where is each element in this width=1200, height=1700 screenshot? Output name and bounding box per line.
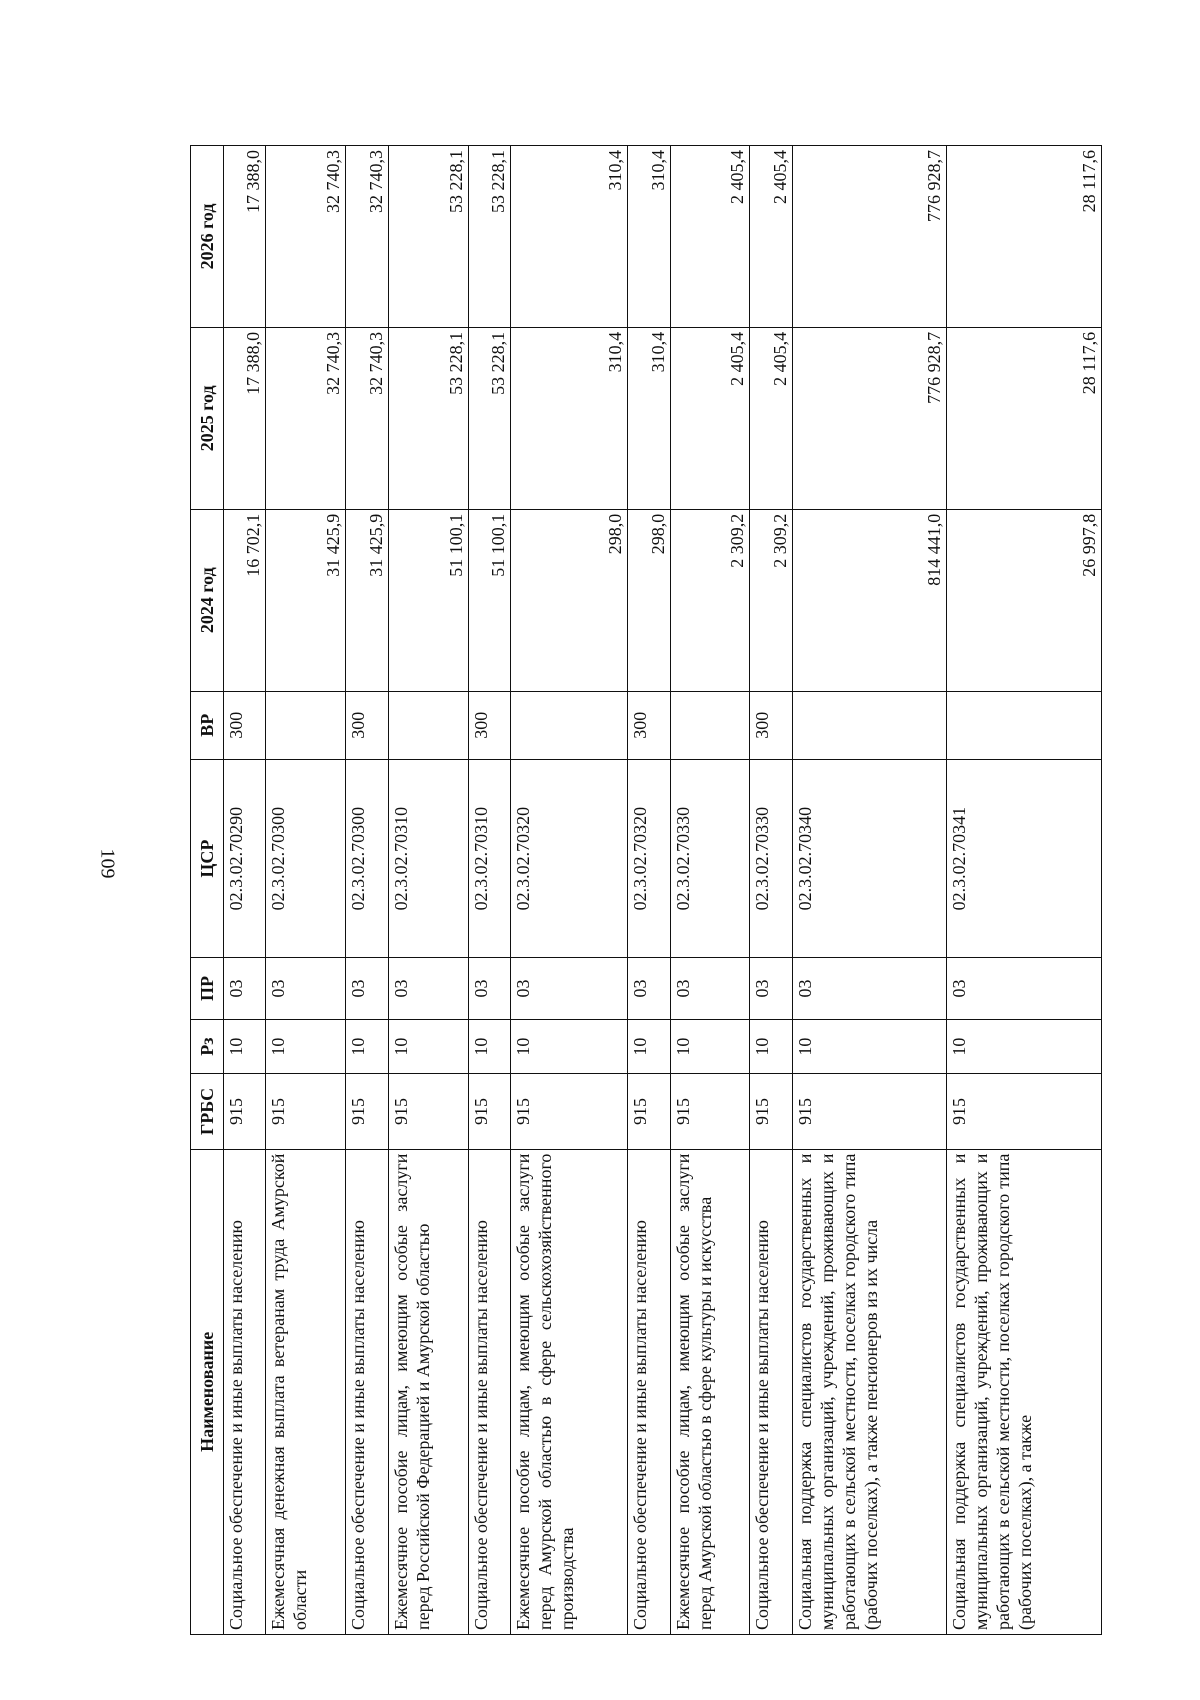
cell-rz: 10: [224, 1019, 266, 1074]
cell-vr: 300: [750, 691, 792, 759]
cell-2025: 28 117,6: [947, 327, 1102, 509]
cell-vr: [792, 691, 947, 759]
cell-vr: 300: [468, 691, 510, 759]
cell-2026: 28 117,6: [947, 146, 1102, 328]
cell-rz: 10: [670, 1019, 750, 1074]
cell-grbs: 915: [266, 1074, 346, 1149]
cell-csr: 02.3.02.70310: [468, 759, 510, 957]
cell-2024: 31 425,9: [346, 509, 388, 691]
cell-2024: 31 425,9: [266, 509, 346, 691]
cell-2024: 51 100,1: [388, 509, 468, 691]
table-row: [468, 146, 510, 1635]
cell-name: Ежемесячное пособие лицам, имеющим особые заслуги перед Российской Федерацией и Амурской областью: [388, 1149, 468, 1634]
header-2024: 2024 год: [191, 509, 224, 691]
cell-grbs: 915: [670, 1074, 750, 1149]
cell-csr: 02.3.02.70341: [947, 759, 1102, 957]
cell-2026: 53 228,1: [468, 146, 510, 328]
cell-2025: 2 405,4: [670, 327, 750, 509]
cell-vr: [266, 691, 346, 759]
cell-2024: 51 100,1: [468, 509, 510, 691]
cell-grbs: 915: [224, 1074, 266, 1149]
header-csr: ЦСР: [191, 759, 224, 957]
cell-csr: 02.3.02.70300: [266, 759, 346, 957]
cell-csr: 02.3.02.70330: [750, 759, 792, 957]
cell-pr: 03: [224, 958, 266, 1020]
cell-vr: [947, 691, 1102, 759]
table-row: [792, 146, 947, 1635]
page-number: 109: [96, 848, 119, 879]
cell-pr: 03: [266, 958, 346, 1020]
cell-vr: [510, 691, 627, 759]
cell-csr: 02.3.02.70320: [510, 759, 627, 957]
cell-csr: 02.3.02.70330: [670, 759, 750, 957]
cell-2025: 53 228,1: [468, 327, 510, 509]
cell-csr: 02.3.02.70310: [388, 759, 468, 957]
cell-rz: 10: [947, 1019, 1102, 1074]
cell-pr: 03: [468, 958, 510, 1020]
cell-pr: 03: [346, 958, 388, 1020]
header-vr: ВР: [191, 691, 224, 759]
cell-grbs: 915: [388, 1074, 468, 1149]
cell-rz: 10: [750, 1019, 792, 1074]
cell-pr: 03: [388, 958, 468, 1020]
table-row: [266, 146, 346, 1635]
cell-2025: 776 928,7: [792, 327, 947, 509]
budget-table-container: [190, 145, 1102, 1635]
cell-rz: 10: [792, 1019, 947, 1074]
cell-2026: 776 928,7: [792, 146, 947, 328]
cell-name: Социальное обеспечение и иные выплаты населению: [628, 1149, 670, 1634]
header-rz: Рз: [191, 1019, 224, 1074]
cell-csr: 02.3.02.70340: [792, 759, 947, 957]
cell-pr: 03: [628, 958, 670, 1020]
cell-pr: 03: [670, 958, 750, 1020]
cell-2026: 310,4: [628, 146, 670, 328]
cell-pr: 03: [510, 958, 627, 1020]
header-2026: 2026 год: [191, 146, 224, 328]
cell-name: Ежемесячное пособие лицам, имеющим особые заслуги перед Амурской областью в сфере культуры и искусства: [670, 1149, 750, 1634]
cell-2025: 310,4: [628, 327, 670, 509]
cell-2025: 53 228,1: [388, 327, 468, 509]
cell-2026: 310,4: [510, 146, 627, 328]
cell-name: Социальное обеспечение и иные выплаты населению: [224, 1149, 266, 1634]
cell-2026: 32 740,3: [266, 146, 346, 328]
cell-2025: 2 405,4: [750, 327, 792, 509]
table-header-row: [191, 146, 224, 1635]
cell-rz: 10: [388, 1019, 468, 1074]
cell-2026: 53 228,1: [388, 146, 468, 328]
cell-rz: 10: [628, 1019, 670, 1074]
cell-grbs: 915: [750, 1074, 792, 1149]
cell-2024: 298,0: [510, 509, 627, 691]
cell-2025: 17 388,0: [224, 327, 266, 509]
cell-2024: 298,0: [628, 509, 670, 691]
cell-name: Ежемесячная денежная выплата ветеранам труда Амурской области: [266, 1149, 346, 1634]
cell-grbs: 915: [468, 1074, 510, 1149]
cell-2025: 32 740,3: [346, 327, 388, 509]
cell-2025: 310,4: [510, 327, 627, 509]
cell-csr: 02.3.02.70300: [346, 759, 388, 957]
cell-2024: 814 441,0: [792, 509, 947, 691]
cell-2025: 32 740,3: [266, 327, 346, 509]
cell-vr: [388, 691, 468, 759]
cell-vr: 300: [628, 691, 670, 759]
table-row: [224, 146, 266, 1635]
cell-rz: 10: [510, 1019, 627, 1074]
cell-name: Социальное обеспечение и иные выплаты населению: [468, 1149, 510, 1634]
cell-grbs: 915: [346, 1074, 388, 1149]
cell-vr: [670, 691, 750, 759]
header-2025: 2025 год: [191, 327, 224, 509]
cell-vr: 300: [346, 691, 388, 759]
cell-2024: 16 702,1: [224, 509, 266, 691]
cell-name: Ежемесячное пособие лицам, имеющим особые заслуги перед Амурской областью в сфере сельскохозяйственного производства: [510, 1149, 627, 1634]
cell-2026: 17 388,0: [224, 146, 266, 328]
cell-rz: 10: [266, 1019, 346, 1074]
cell-2026: 2 405,4: [670, 146, 750, 328]
cell-name: Социальная поддержка специалистов государственных и муниципальных организаций, учреждений, проживающих и работающих в сельской местности, поселках городского типа (рабочих поселках), а также: [947, 1149, 1102, 1634]
cell-csr: 02.3.02.70290: [224, 759, 266, 957]
budget-table: [190, 145, 1102, 1635]
cell-name: Социальная поддержка специалистов государственных и муниципальных организаций, учреждений, проживающих и работающих в сельской местности, поселках городского типа (рабочих поселках), а также пенсионеров из их числа: [792, 1149, 947, 1634]
cell-rz: 10: [468, 1019, 510, 1074]
cell-grbs: 915: [628, 1074, 670, 1149]
cell-grbs: 915: [792, 1074, 947, 1149]
table-row: [750, 146, 792, 1635]
table-row: [510, 146, 627, 1635]
table-row: [628, 146, 670, 1635]
cell-rz: 10: [346, 1019, 388, 1074]
table-row: [670, 146, 750, 1635]
cell-2024: 2 309,2: [750, 509, 792, 691]
header-pr: ПР: [191, 958, 224, 1020]
cell-2024: 26 997,8: [947, 509, 1102, 691]
table-row: [947, 146, 1102, 1635]
cell-grbs: 915: [510, 1074, 627, 1149]
cell-2026: 32 740,3: [346, 146, 388, 328]
cell-2024: 2 309,2: [670, 509, 750, 691]
cell-pr: 03: [750, 958, 792, 1020]
cell-grbs: 915: [947, 1074, 1102, 1149]
header-grbs: ГРБС: [191, 1074, 224, 1149]
table-row: [388, 146, 468, 1635]
cell-pr: 03: [947, 958, 1102, 1020]
header-name: Наименование: [191, 1149, 224, 1634]
cell-pr: 03: [792, 958, 947, 1020]
table-row: [346, 146, 388, 1635]
cell-2026: 2 405,4: [750, 146, 792, 328]
cell-name: Социальное обеспечение и иные выплаты населению: [346, 1149, 388, 1634]
cell-vr: 300: [224, 691, 266, 759]
cell-name: Социальное обеспечение и иные выплаты населению: [750, 1149, 792, 1634]
cell-csr: 02.3.02.70320: [628, 759, 670, 957]
